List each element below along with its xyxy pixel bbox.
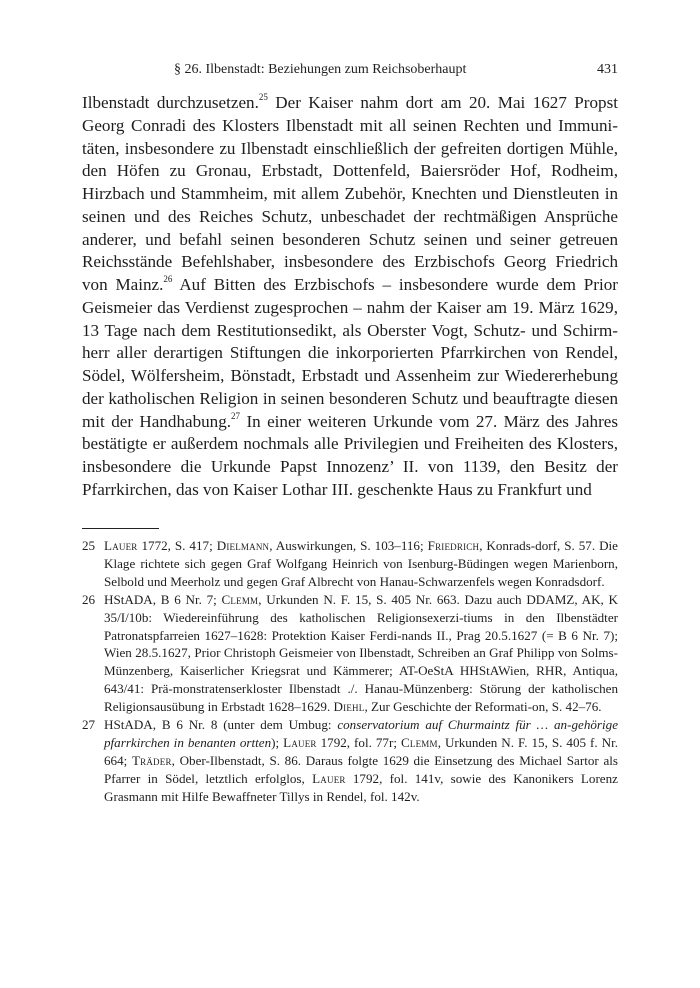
author-name: Clemm xyxy=(400,734,438,750)
main-text xyxy=(82,92,618,502)
quoted-source: conservatorium auf Churmaintz für … an-gehörige pfarrkirchen in benanten ortten xyxy=(104,717,618,750)
author-name: Lauer xyxy=(283,734,317,750)
author-name: Clemm xyxy=(221,591,259,607)
running-title: § 26. Ilbenstadt: Beziehungen zum Reichsoberhaupt xyxy=(174,62,467,77)
footnote-text: ); xyxy=(271,734,284,750)
author-name: Dielmann xyxy=(216,538,270,553)
body-sentence: In einer weiteren Urkunde vom 27. März des Jahres bestätigte er außerdem nochmals alle Privilegien und Freiheiten des Klosters, insbesondere die Urkunde Papst Innozenz’ II. von 1139, den Besitz der Pfarrkirchen, das von Kaiser Lothar III. geschenkte Haus zu Frankfurt und xyxy=(82,411,619,499)
footnote-number: 27 xyxy=(82,717,96,733)
author-name: Diehl xyxy=(333,699,365,715)
footnote-text: , Urkunden N. F. 15, S. 405 Nr. 663. Dazu auch DDAMZ, AK, K 35/I/10b: Wiedereinführung des katholischen Religionsexerzi-tiums in den Ilbenstädter Patronatspfarreien 1627–1628: Protektion Kaiser Ferdi-nands II., Prag 20.5.1627 (= B 6 Nr. 7); Wien 28.5.1627, Prior Christoph Geismeier von Ilbenstadt, Schreiben an Graf Philipp von Solms-Münzenberg, Kaiserlicher Kriegsrat und Kämmerer; AT-OeStA HHStAWien, RHR, Antiqua, 643/41: Prä-monstratenserkloster Ilbenstadt ./. Hanau-Münzenberg: Störung der katholischen Religionsausübung in Erbstadt 1628–1629. xyxy=(104,591,618,715)
body-sentence: Der Kaiser nahm dort am 20. Mai 1627 Propst Georg Conradi des Klosters Ilbenstadt mit all seinen Rechten und Immuni-täten, insbesondere zu Ilbenstadt einschließlich der gefreiten dortigen Mühle, den Höfen zu Gronau, Erbstadt, Dottenfeld, Baiersröder Hof, Rodheim, Hirzbach und Stammheim, mit allem Zubehör, Knechten und Dienstleuten in seinen und des Reiches Schutz, unbeschadet der rechtmäßigen Ansprüche anderer, und befahl seinen besonderen Schutz seinen und seiner getreuen Reichsstände Befehlshaber, insbesondere des Erzbischofs Georg Friedrich von Mainz. xyxy=(82,93,618,294)
author-name: Lauer xyxy=(312,770,346,786)
footnote-ref-25[interactable]: 25 xyxy=(258,92,268,103)
body-paragraph xyxy=(82,92,618,502)
footnote-text: , Ober-Ilbenstadt, S. 86. Daraus folgte 1629 die Einsetzung des Michael Sartor als Pfarrer in Södel, letztlich erfolglos, xyxy=(104,752,618,786)
running-header xyxy=(82,62,618,84)
footnote-number: 25 xyxy=(82,538,96,553)
footnote-divider xyxy=(82,528,159,529)
footnote-text: 1792, fol. 77r; xyxy=(316,734,401,750)
footnote-26 xyxy=(82,591,618,716)
footnote-27 xyxy=(82,716,618,806)
author-name: Träder xyxy=(131,752,172,768)
footnote-text: 1772, S. 417; xyxy=(137,538,217,553)
footnote-text: 1792, fol. 141v, sowie des Kanonikers Lorenz Grasmann mit Hilfe Bewaffneter Tillys in Rendel, fol. 142v. xyxy=(104,770,618,804)
footnote-25 xyxy=(82,537,618,591)
footnote-ref-27[interactable]: 27 xyxy=(231,410,241,421)
footnote-text: , Zur Geschichte der Reformati-on, S. 42–76. xyxy=(364,699,602,715)
footnote-text: HStADA, B 6 Nr. 8 (unter dem Umbug: xyxy=(104,717,338,733)
body-sentence: Ilbenstadt durchzusetzen. xyxy=(82,93,259,112)
footnote-text: HStADA, B 6 Nr. 7; xyxy=(104,591,222,607)
footnotes xyxy=(82,537,618,806)
footnote-text: , Auswirkungen, S. 103–116; xyxy=(269,538,428,553)
footnote-text: , Urkunden N. F. 15, S. 405 f. Nr. 664; xyxy=(104,734,619,768)
body-sentence: Auf Bitten des Erzbischofs – insbesondere wurde dem Prior Geismeier das Verdienst zugesprochen – nahm der Kaiser am 19. März 1629, 13 Tage nach dem Restitutionsedikt, als Oberster Vogt, Schutz- und Schirm-herr aller derartigen Stiftungen die inkorporierten Pfarrkirchen von Rendel, Södel, Wölfersheim, Bönstadt, Erbstadt und Assenheim zur Wiedererhebung der katholischen Religion in seinen besonderen Schutz und beauftragte diesen mit der Handhabung. xyxy=(82,275,618,431)
author-name: Lauer xyxy=(104,538,138,553)
author-name: Friedrich xyxy=(427,538,480,553)
footnote-ref-26[interactable]: 26 xyxy=(163,274,173,285)
page-number: 431 xyxy=(597,62,618,77)
footnote-text: , Konrads-dorf, S. 57. Die Klage richtete sich gegen Graf Wolfgang Heinrich von Isenburg-Büdingen wegen Marienborn, Selbold und Meerholz und gegen Graf Albrecht von Hanau-Schwarzenfels wegen Konradsdorf. xyxy=(104,538,618,589)
footnote-number: 26 xyxy=(82,591,96,607)
